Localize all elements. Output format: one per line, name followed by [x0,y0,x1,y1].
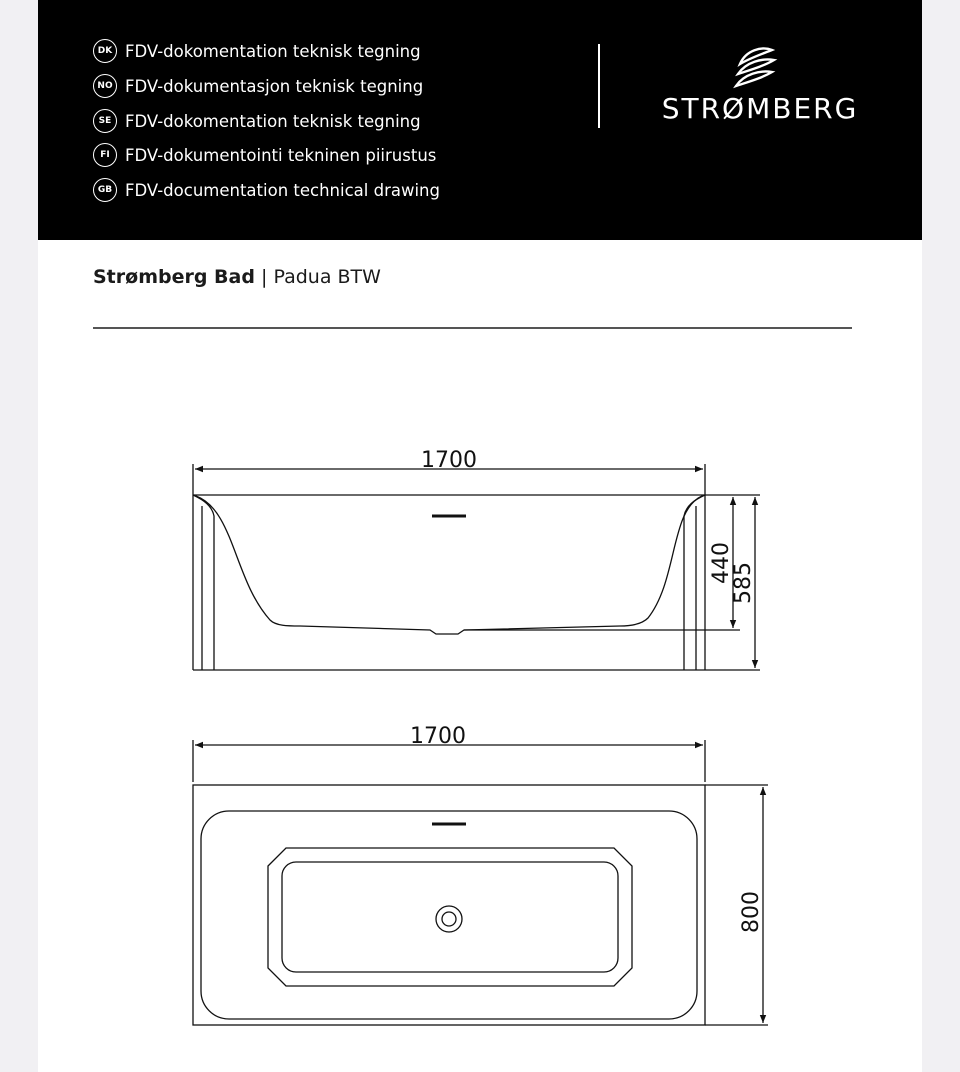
right-panel [684,495,705,670]
language-badge: DK [93,39,117,63]
top-width-label: 1700 [410,724,466,749]
basin-outer [268,848,632,986]
language-caption: FDV-dokomentation teknisk tegning [125,111,421,131]
title-product: Padua BTW [273,266,381,288]
language-badge: GB [93,178,117,202]
top-view [193,740,768,1025]
outer-outline [193,785,705,1025]
title-brand: Strømberg Bad [93,266,255,288]
drain-inner [442,912,456,926]
language-badge: SE [93,109,117,133]
document-page [38,0,922,1072]
language-badge: FI [93,143,117,167]
technical-drawing [38,0,922,1072]
rim-outline [201,811,697,1019]
language-caption: FDV-dokumentasjon teknisk tegning [125,76,424,96]
left-panel [193,495,214,670]
height-label: 585 [731,562,756,604]
language-badge: NO [93,74,117,98]
language-caption: FDV-dokomentation teknisk tegning [125,41,421,61]
side-width-label: 1700 [421,448,477,473]
basin-inner [282,862,618,972]
brand-wordmark: STRØMBERG [661,92,859,125]
inner-depth-label: 440 [709,542,734,584]
side-view [193,464,760,670]
depth-label: 800 [739,891,764,933]
drain-outer [436,906,462,932]
language-caption: FDV-documentation technical drawing [125,180,440,200]
title-separator: | [261,266,268,288]
language-caption: FDV-dokumentointi tekninen piirustus [125,145,437,165]
